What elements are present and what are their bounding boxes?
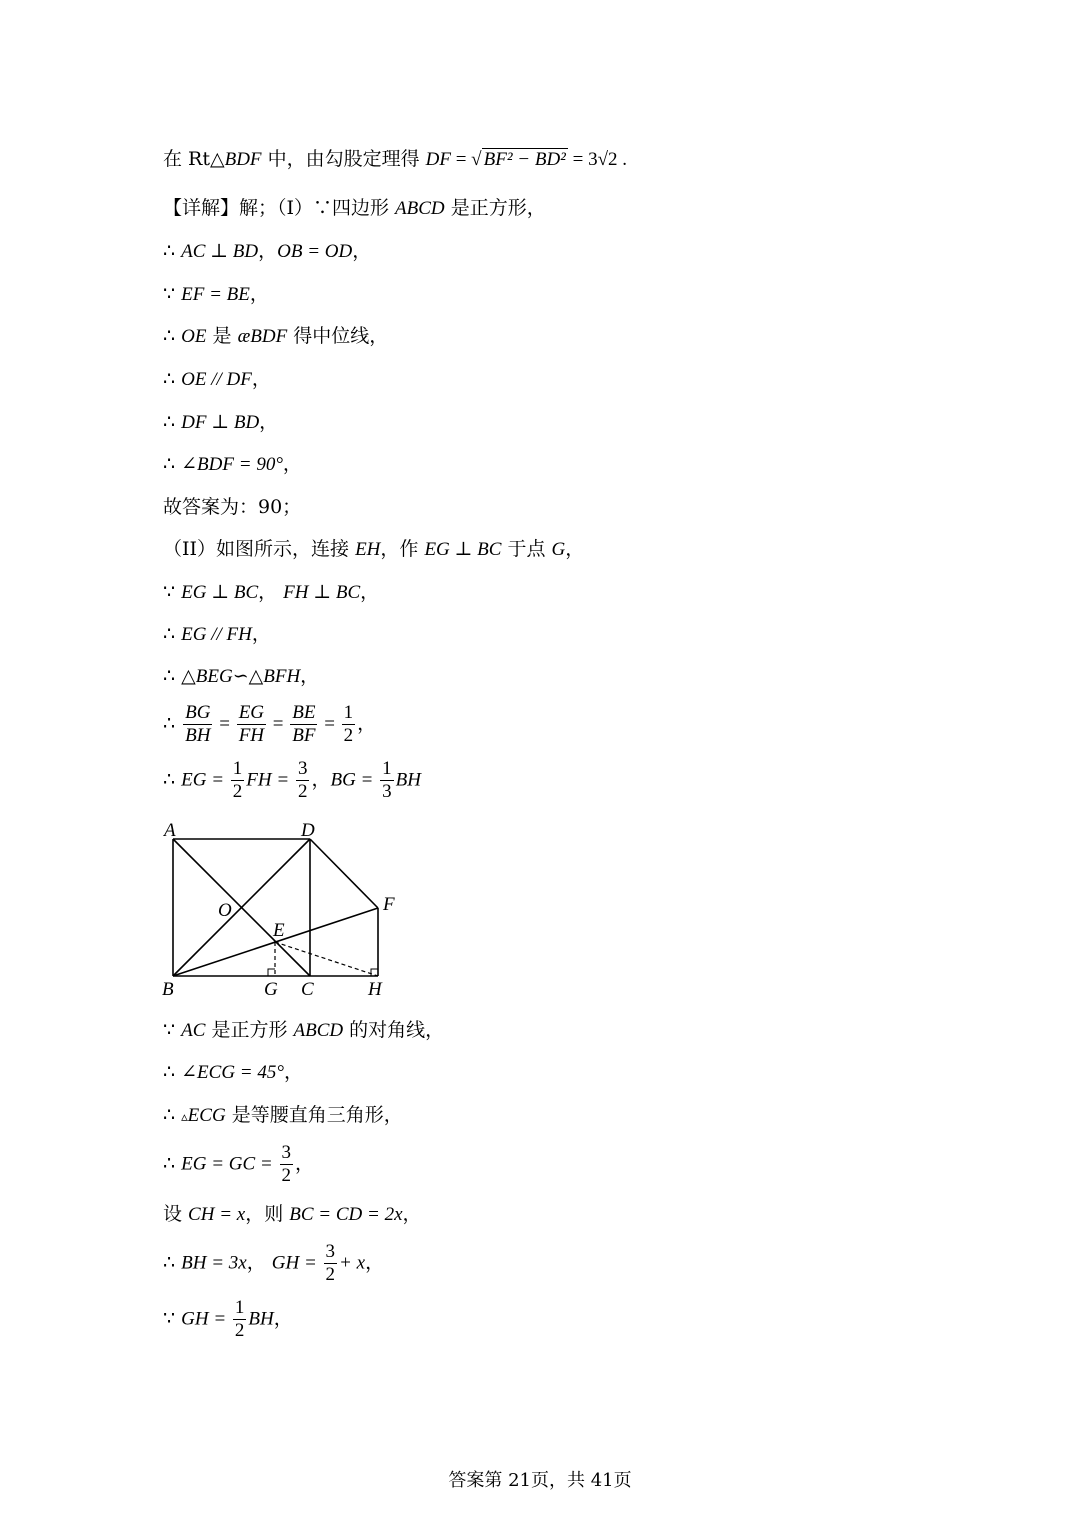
line-ratio-fractions: ∴ $\frac{BG}{BH}$ = $\frac{EG}{FH}$ = $\frac{BE}{BF}$ = $\frac{1}{2}$ ， [163, 702, 377, 746]
line-ac-perp-bd: ∴ AC ⊥ BD，OB = OD， [163, 240, 372, 262]
right-angle-h [371, 969, 378, 976]
segment-eh-dashed [275, 942, 378, 976]
label-h: H [368, 979, 382, 1000]
right-angle-g [268, 969, 275, 976]
line-similar-triangles: ∴ △BEG∽△BFH， [163, 665, 320, 687]
line-eg-parallel-fh: ∴ EG // FH， [163, 623, 271, 645]
line-ef-eq-be: ∵ EF = BE， [163, 283, 269, 305]
line-oe-parallel-df: ∴ OE // DF， [163, 368, 271, 390]
line-eg-bg-values: ∴ EG = $\frac{1}{2}$ FH = $\frac{3}{2}$ ，BG = $\frac{1}{3}$ BH [163, 758, 421, 802]
line-part-two: （II）如图所示，连接 EH，作 EG ⊥ BC 于点 G， [163, 538, 585, 560]
line-angle-bdf: ∴ ∠BDF = 90°， [163, 453, 302, 475]
line-let-ch-x: 设 CH = x，则 BC = CD = 2x， [163, 1203, 422, 1225]
label-g: G [264, 979, 278, 1000]
line-oe-midline: ∴ OE 是 æBDF 得中位线， [163, 325, 389, 347]
segment-df [310, 839, 378, 908]
label-o: O [218, 900, 232, 921]
line-pythagoras: 在 Rt△BDF 中，由勾股定理得 DF = √ BF² − BD² = 3√2 . [163, 148, 628, 170]
line-isosceles-right: ∴ ▵ECG 是等腰直角三角形， [163, 1104, 403, 1126]
line-eg-gc-value: ∴ EG = GC = $\frac{3}{2}$ ， [163, 1142, 315, 1186]
label-f: F [383, 894, 395, 915]
line-eg-fh-perp: ∵ EG ⊥ BC， FH ⊥ BC， [163, 581, 380, 603]
line-answer-90: 故答案为：90； [163, 496, 302, 518]
label-d: D [301, 820, 315, 841]
line-detail-header: 【详解】解；（I）∵四边形 ABCD 是正方形， [163, 197, 546, 219]
label-c: C [301, 979, 314, 1000]
page-footer: 答案第 21页，共 41页 [448, 1470, 632, 1491]
label-e: E [273, 920, 285, 941]
line-ac-diagonal: ∵ AC 是正方形 ABCD 的对角线， [163, 1019, 445, 1041]
label-b: B [162, 979, 174, 1000]
geometry-figure [155, 815, 415, 1005]
line-gh-half-bh: ∵ GH = $\frac{1}{2}$ BH， [163, 1297, 293, 1341]
label-a: A [164, 820, 176, 841]
line-bh-gh: ∴ BH = 3x， GH = $\frac{3}{2}$ + x， [163, 1241, 385, 1285]
line-angle-ecg: ∴ ∠ECG = 45°， [163, 1061, 303, 1083]
line-df-perp-bd: ∴ DF ⊥ BD， [163, 411, 279, 433]
